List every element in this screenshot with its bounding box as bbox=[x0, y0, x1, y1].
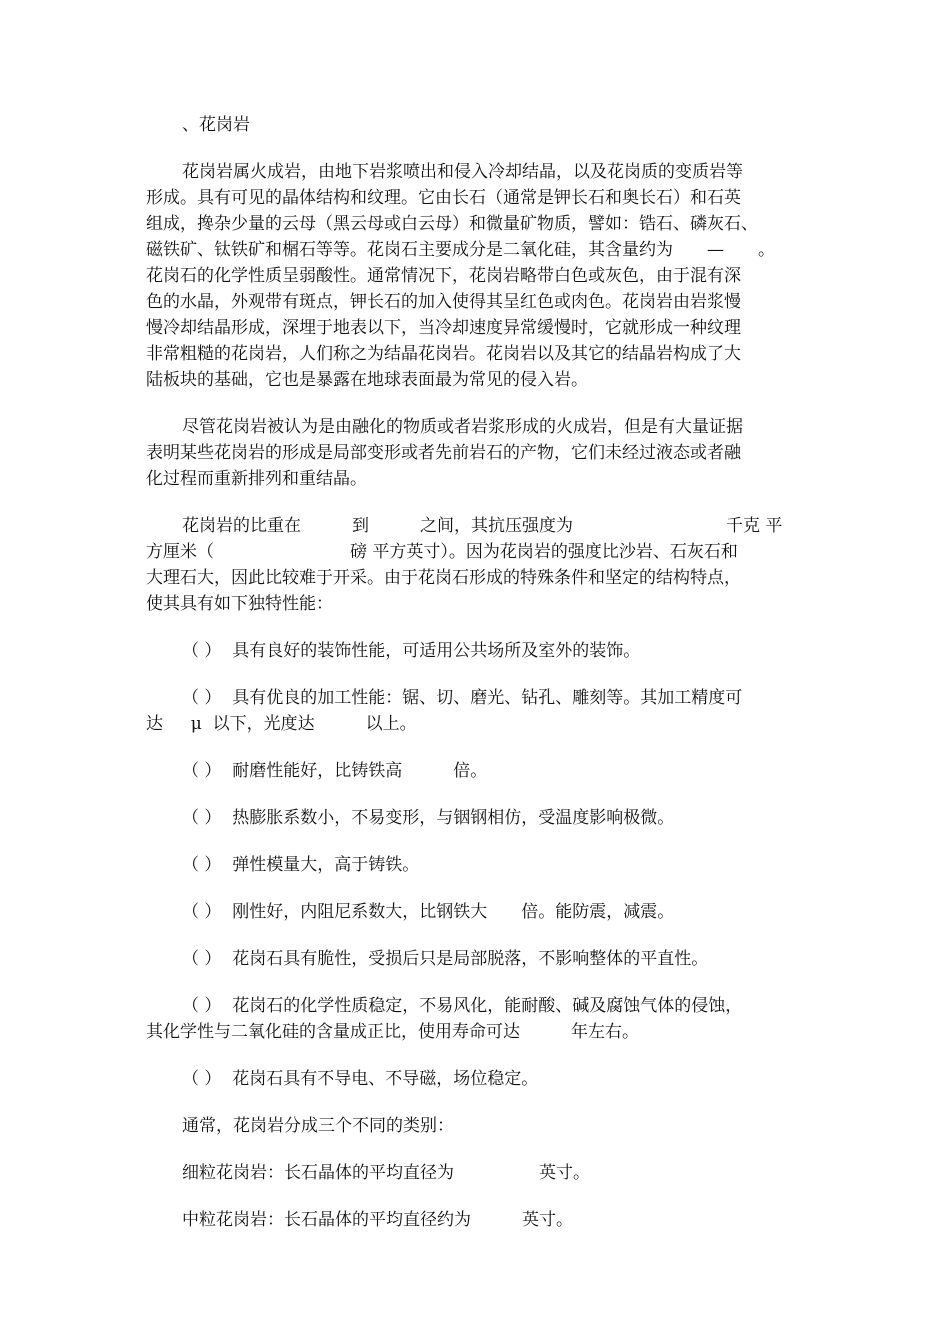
paragraph bbox=[146, 1207, 806, 1233]
text-line: （ ） 花岗石的化学性质稳定，不易风化，能耐酸、碱及腐蚀气体的侵蚀， bbox=[182, 996, 743, 1016]
text-line: 花岗岩属火成岩，由地下岩浆喷出和侵入冷却结晶，以及花岗质的变质岩等 bbox=[182, 162, 743, 182]
text-line: 通常，花岗岩分成三个不同的类别： bbox=[182, 1116, 454, 1136]
text-line: 非常粗糙的花岗岩，人们称之为结晶花岗岩。花岗岩以及其它的结晶岩构成了大 bbox=[146, 344, 741, 364]
paragraph-gap bbox=[146, 831, 806, 852]
paragraph-gap bbox=[146, 138, 806, 159]
paragraph bbox=[146, 946, 806, 972]
document-body bbox=[146, 159, 806, 1233]
paragraph bbox=[146, 685, 806, 737]
text-line: （ ） 刚性好，内阻尼系数大，比钢铁大 倍。能防震，减震。 bbox=[182, 902, 675, 922]
paragraph bbox=[146, 638, 806, 664]
paragraph-gap bbox=[146, 617, 806, 638]
text-line: （ ） 花岗石具有脆性，受损后只是局部脱落，不影响整体的平直性。 bbox=[182, 949, 709, 969]
text-line: 慢冷却结晶形成，深埋于地表以下，当冷却速度异常缓慢时，它就形成一种纹理 bbox=[146, 318, 741, 338]
section-heading: 、花岗岩 bbox=[182, 115, 250, 135]
paragraph-gap bbox=[146, 972, 806, 993]
text-line: 大理石大，因此比较难于开采。由于花岗石形成的特殊条件和坚定的结构特点， bbox=[146, 568, 741, 588]
paragraph bbox=[146, 993, 806, 1045]
paragraph-gap bbox=[146, 664, 806, 685]
paragraph-gap bbox=[146, 737, 806, 758]
paragraph-gap bbox=[146, 878, 806, 899]
paragraph-gap bbox=[146, 1186, 806, 1207]
text-line: 花岗石的化学性质呈弱酸性。通常情况下，花岗岩略带白色或灰色，由于混有深 bbox=[146, 266, 741, 286]
paragraph bbox=[146, 414, 806, 492]
paragraph-gap bbox=[146, 1139, 806, 1160]
paragraph bbox=[146, 159, 806, 393]
text-line: 组成，搀杂少量的云母（黑云母或白云母）和微量矿物质，譬如：锆石、磷灰石、 bbox=[146, 214, 758, 234]
text-line: 中粒花岗岩：长石晶体的平均直径约为 英寸。 bbox=[182, 1210, 573, 1230]
text-line: 化过程而重新排列和重结晶。 bbox=[146, 469, 367, 489]
text-line: 花岗岩的比重在 到 之间，其抗压强度为 千克 平 bbox=[182, 516, 783, 536]
text-line: 表明某些花岗岩的形成是局部变形或者先前岩石的产物，它们未经过液态或者融 bbox=[146, 443, 741, 463]
paragraph bbox=[146, 1160, 806, 1186]
paragraph bbox=[146, 852, 806, 878]
text-line: 使其具有如下独特性能： bbox=[146, 594, 333, 614]
paragraph bbox=[146, 758, 806, 784]
paragraph bbox=[146, 805, 806, 831]
paragraph-gap bbox=[146, 925, 806, 946]
text-line: 达 μ 以下，光度达 以上。 bbox=[146, 714, 417, 734]
text-line: 陆板块的基础，它也是暴露在地球表面最为常见的侵入岩。 bbox=[146, 370, 588, 390]
text-line: 磁铁矿、钛铁矿和榍石等等。花岗石主要成分是二氧化硅，其含量约为 — 。 bbox=[146, 240, 775, 260]
text-line: 色的水晶，外观带有斑点，钾长石的加入使得其呈红色或肉色。花岗岩由岩浆慢 bbox=[146, 292, 741, 312]
paragraph bbox=[146, 899, 806, 925]
paragraph-gap bbox=[146, 393, 806, 414]
paragraph bbox=[146, 513, 806, 617]
paragraph-gap bbox=[146, 1092, 806, 1113]
document-page bbox=[146, 112, 806, 1233]
text-line: （ ） 热膨胀系数小，不易变形，与铟钢相仿，受温度影响极微。 bbox=[182, 808, 675, 828]
paragraph-gap bbox=[146, 784, 806, 805]
text-line: （ ） 耐磨性能好，比铸铁高 倍。 bbox=[182, 761, 488, 781]
text-line: 形成。具有可见的晶体结构和纹理。它由长石（通常是钾长石和奥长石）和石英 bbox=[146, 188, 741, 208]
text-line: 其化学性与二氧化硅的含量成正比，使用寿命可达 年左右。 bbox=[146, 1022, 639, 1042]
text-line: （ ） 具有优良的加工性能：锯、切、磨光、钻孔、雕刻等。其加工精度可 bbox=[182, 688, 743, 708]
paragraph-gap bbox=[146, 492, 806, 513]
paragraph bbox=[146, 1066, 806, 1092]
text-line: 方厘米（ 磅 平方英寸）。因为花岗岩的强度比沙岩、石灰石和 bbox=[146, 542, 738, 562]
text-line: （ ） 具有良好的装饰性能，可适用公共场所及室外的装饰。 bbox=[182, 641, 641, 661]
text-line: 尽管花岗岩被认为是由融化的物质或者岩浆形成的火成岩，但是有大量证据 bbox=[182, 417, 743, 437]
paragraph-gap bbox=[146, 1045, 806, 1066]
text-line: （ ） 弹性模量大，高于铸铁。 bbox=[182, 855, 420, 875]
text-line: （ ） 花岗石具有不导电、不导磁，场位稳定。 bbox=[182, 1069, 539, 1089]
paragraph bbox=[146, 1113, 806, 1139]
text-line: 细粒花岗岩：长石晶体的平均直径为 英寸。 bbox=[182, 1163, 590, 1183]
